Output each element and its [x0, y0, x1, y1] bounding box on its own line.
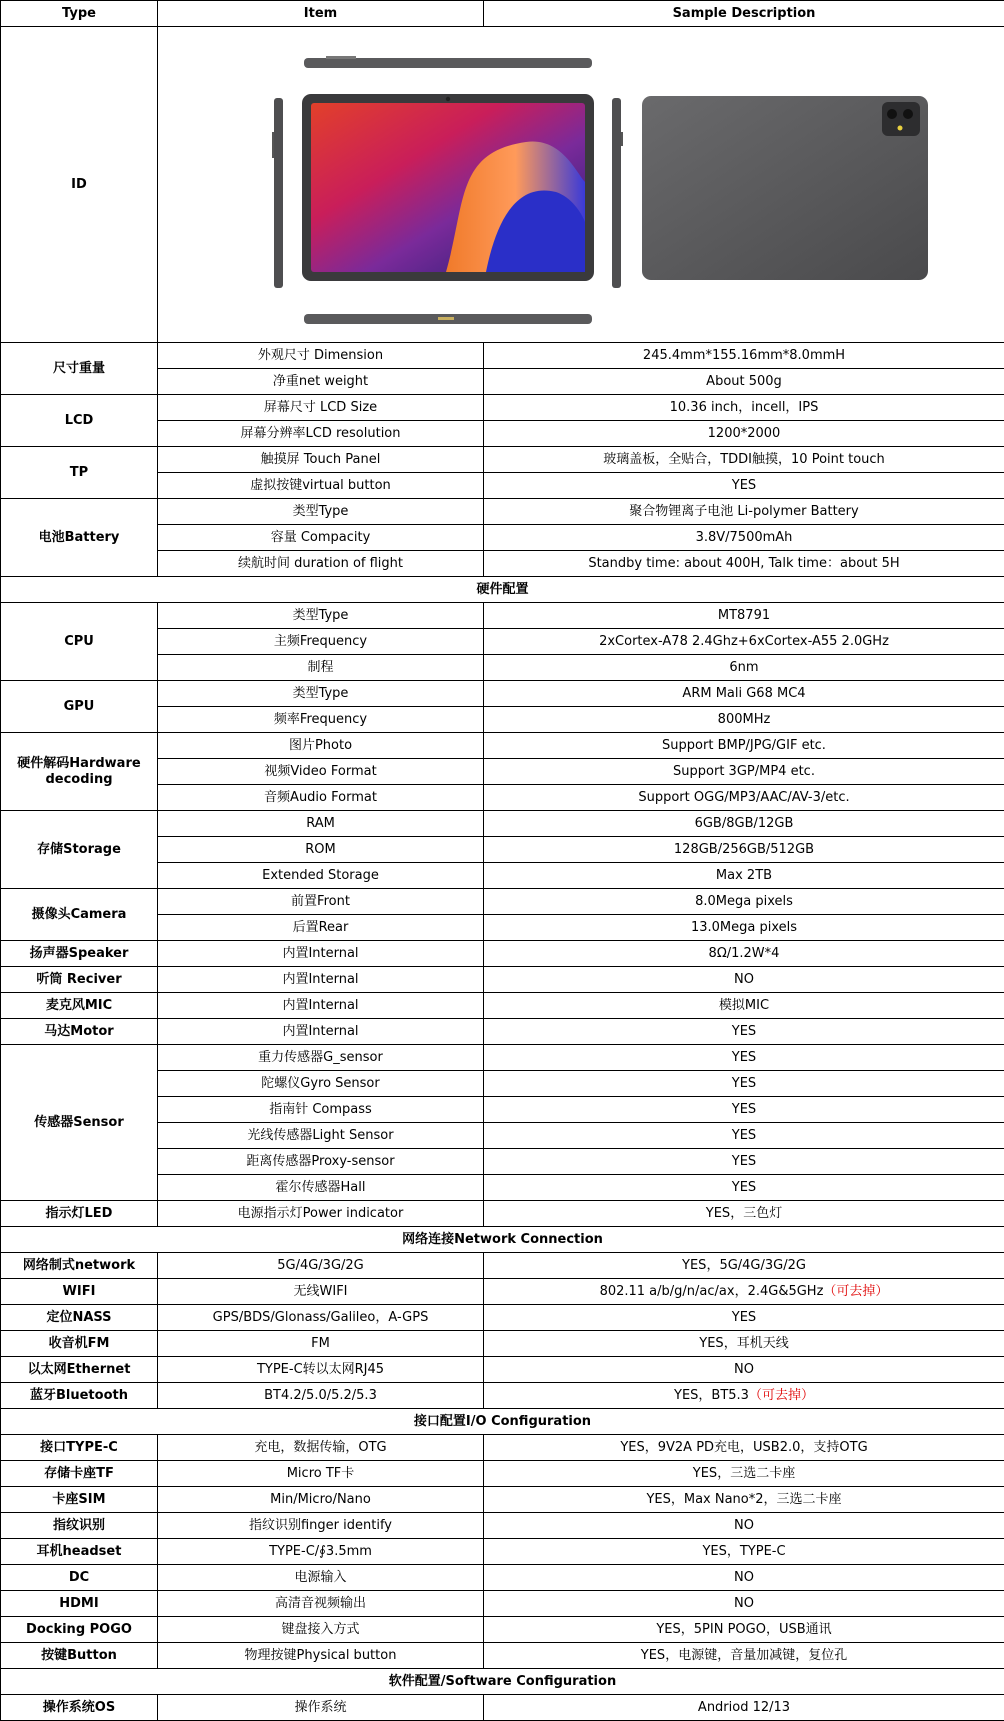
- spec-row: [1, 1435, 1004, 1461]
- item-cell: 容量 Compacity: [158, 525, 484, 551]
- description-cell: [484, 551, 1004, 577]
- item-cell: 外观尺寸 Dimension: [158, 343, 484, 369]
- description-cell: [484, 1201, 1004, 1227]
- spec-row: [1, 1279, 1004, 1305]
- description-text: NO: [734, 1518, 754, 1533]
- description-text: Max 2TB: [716, 868, 772, 883]
- description-cell: [484, 1331, 1004, 1357]
- item-cell: 物理按键Physical button: [158, 1643, 484, 1669]
- spec-row: [1, 1591, 1004, 1617]
- description-text: YES，9V2A PD充电，USB2.0，支持OTG: [620, 1440, 867, 1455]
- description-text: NO: [734, 1570, 754, 1585]
- description-cell: [484, 863, 1004, 889]
- item-cell: 指南针 Compass: [158, 1097, 484, 1123]
- item-cell: 电源输入: [158, 1565, 484, 1591]
- description-cell: [484, 473, 1004, 499]
- item-cell: 内置Internal: [158, 1019, 484, 1045]
- type-storage: 存储Storage: [1, 811, 158, 889]
- description-cell: [484, 837, 1004, 863]
- type-fm: 收音机FM: [1, 1331, 158, 1357]
- type-motor: 马达Motor: [1, 1019, 158, 1045]
- description-cell: [484, 1253, 1004, 1279]
- type-button: 按键Button: [1, 1643, 158, 1669]
- description-cell: [484, 1513, 1004, 1539]
- item-cell: Min/Micro/Nano: [158, 1487, 484, 1513]
- type-ethernet: 以太网Ethernet: [1, 1357, 158, 1383]
- spec-row: [1, 1461, 1004, 1487]
- description-text: 245.4mm*155.16mm*8.0mmH: [643, 348, 845, 363]
- type-wifi: WIFI: [1, 1279, 158, 1305]
- item-cell: 主频Frequency: [158, 629, 484, 655]
- type-cpu: CPU: [1, 603, 158, 681]
- item-cell: Micro TF卡: [158, 1461, 484, 1487]
- description-text: YES: [732, 1076, 756, 1091]
- tablet-product-image: [196, 32, 966, 332]
- description-text: YES: [732, 1050, 756, 1065]
- item-cell: 操作系统: [158, 1695, 484, 1721]
- description-cell: [484, 1097, 1004, 1123]
- section-title: 网络连接Network Connection: [1, 1227, 1004, 1253]
- description-cell: [484, 421, 1004, 447]
- spec-row: [1, 681, 1004, 707]
- spec-row: [1, 1045, 1004, 1071]
- type-sim: 卡座SIM: [1, 1487, 158, 1513]
- description-cell: [484, 707, 1004, 733]
- description-text: Standby time: about 400H, Talk time：about 5H: [588, 556, 899, 571]
- description-text: NO: [734, 1362, 754, 1377]
- description-cell: [484, 1487, 1004, 1513]
- item-cell: 内置Internal: [158, 941, 484, 967]
- description-cell: [484, 681, 1004, 707]
- description-text: 8Ω/1.2W*4: [709, 946, 780, 961]
- description-cell: [484, 369, 1004, 395]
- item-cell: 后置Rear: [158, 915, 484, 941]
- item-cell: 距离传感器Proxy-sensor: [158, 1149, 484, 1175]
- description-text: YES，TYPE-C: [702, 1544, 785, 1559]
- description-cell: [484, 1019, 1004, 1045]
- item-cell: GPS/BDS/Glonass/Galileo，A-GPS: [158, 1305, 484, 1331]
- item-cell: 屏幕尺寸 LCD Size: [158, 395, 484, 421]
- item-cell: 指纹识别finger identify: [158, 1513, 484, 1539]
- description-text: YES，三色灯: [706, 1206, 782, 1221]
- header-row: [1, 1, 1004, 27]
- item-cell: TYPE-C转以太网RJ45: [158, 1357, 484, 1383]
- id-label: ID: [1, 27, 158, 343]
- spec-row: [1, 343, 1004, 369]
- description-text: YES，耳机天线: [699, 1336, 788, 1351]
- description-text: YES，三选二卡座: [693, 1466, 795, 1481]
- description-cell: [484, 525, 1004, 551]
- item-cell: 内置Internal: [158, 993, 484, 1019]
- item-cell: 内置Internal: [158, 967, 484, 993]
- spec-row: [1, 1019, 1004, 1045]
- description-cell: [484, 1539, 1004, 1565]
- type-network: 网络制式network: [1, 1253, 158, 1279]
- description-text: 玻璃盖板，全贴合，TDDI触摸，10 Point touch: [603, 452, 885, 467]
- type-docking-pogo: Docking POGO: [1, 1617, 158, 1643]
- description-cell: [484, 655, 1004, 681]
- type-led: 指示灯LED: [1, 1201, 158, 1227]
- type-camera: 摄像头Camera: [1, 889, 158, 941]
- item-cell: 类型Type: [158, 681, 484, 707]
- item-cell: FM: [158, 1331, 484, 1357]
- type-tf: 存储卡座TF: [1, 1461, 158, 1487]
- type-headset: 耳机headset: [1, 1539, 158, 1565]
- item-cell: RAM: [158, 811, 484, 837]
- item-cell: 类型Type: [158, 603, 484, 629]
- description-text: About 500g: [706, 374, 782, 389]
- item-cell: 类型Type: [158, 499, 484, 525]
- description-text: YES，BT5.3: [674, 1388, 749, 1403]
- description-text: YES: [732, 1180, 756, 1195]
- description-text: Andriod 12/13: [698, 1700, 790, 1715]
- description-cell: [484, 1617, 1004, 1643]
- spec-row: [1, 889, 1004, 915]
- item-cell: BT4.2/5.0/5.2/5.3: [158, 1383, 484, 1409]
- description-cell: [484, 1565, 1004, 1591]
- removable-note: （可去掉）: [749, 1388, 814, 1403]
- type-nass: 定位NASS: [1, 1305, 158, 1331]
- spec-row: [1, 1643, 1004, 1669]
- description-cell: [484, 1591, 1004, 1617]
- description-text: 10.36 inch，incell，IPS: [670, 400, 819, 415]
- type-reciver: 听筒 Reciver: [1, 967, 158, 993]
- spec-row: [1, 1331, 1004, 1357]
- description-text: ARM Mali G68 MC4: [682, 686, 805, 701]
- product-image-cell: [158, 27, 1004, 343]
- description-text: YES，5G/4G/3G/2G: [682, 1258, 806, 1273]
- section-row: [1, 1669, 1004, 1695]
- type-gpu: GPU: [1, 681, 158, 733]
- section-row: [1, 1227, 1004, 1253]
- type-lcd: LCD: [1, 395, 158, 447]
- spec-row: [1, 1253, 1004, 1279]
- item-cell: 光线传感器Light Sensor: [158, 1123, 484, 1149]
- description-cell: [484, 1305, 1004, 1331]
- description-cell: [484, 1045, 1004, 1071]
- item-cell: 键盘接入方式: [158, 1617, 484, 1643]
- description-cell: [484, 499, 1004, 525]
- item-cell: TYPE-C/∮3.5mm: [158, 1539, 484, 1565]
- description-cell: [484, 1643, 1004, 1669]
- spec-row: [1, 447, 1004, 473]
- spec-row: [1, 603, 1004, 629]
- spec-row: [1, 1513, 1004, 1539]
- spec-row: [1, 1201, 1004, 1227]
- description-text: 802.11 a/b/g/n/ac/ax，2.4G&5GHz: [600, 1284, 824, 1299]
- spec-row: [1, 1565, 1004, 1591]
- item-cell: 前置Front: [158, 889, 484, 915]
- type-group: 指纹识别: [1, 1513, 158, 1539]
- description-text: Support 3GP/MP4 etc.: [673, 764, 815, 779]
- description-cell: [484, 395, 1004, 421]
- description-cell: [484, 1695, 1004, 1721]
- spec-row: [1, 1487, 1004, 1513]
- description-text: YES: [732, 1024, 756, 1039]
- item-cell: 无线WIFI: [158, 1279, 484, 1305]
- item-cell: 5G/4G/3G/2G: [158, 1253, 484, 1279]
- item-cell: 图片Photo: [158, 733, 484, 759]
- description-text: 1200*2000: [708, 426, 781, 441]
- type-os: 操作系统OS: [1, 1695, 158, 1721]
- spec-row: [1, 1305, 1004, 1331]
- description-cell: [484, 343, 1004, 369]
- description-text: YES: [732, 1154, 756, 1169]
- description-text: YES，电源键，音量加减键，复位孔: [641, 1648, 847, 1663]
- spec-table-body: [1, 1, 1004, 1721]
- description-cell: [484, 889, 1004, 915]
- header-item: Item: [158, 1, 484, 27]
- description-cell: [484, 1461, 1004, 1487]
- spec-row: [1, 499, 1004, 525]
- type-sensor: 传感器Sensor: [1, 1045, 158, 1201]
- item-cell: ROM: [158, 837, 484, 863]
- item-cell: 触摸屏 Touch Panel: [158, 447, 484, 473]
- description-cell: [484, 941, 1004, 967]
- description-cell: [484, 785, 1004, 811]
- type-speaker: 扬声器Speaker: [1, 941, 158, 967]
- section-title: 硬件配置: [1, 577, 1004, 603]
- description-text: YES: [732, 1102, 756, 1117]
- header-description: Sample Description: [484, 1, 1004, 27]
- section-row: [1, 1409, 1004, 1435]
- description-text: 聚合物锂离子电池 Li-polymer Battery: [629, 504, 858, 519]
- description-cell: [484, 993, 1004, 1019]
- item-cell: 频率Frequency: [158, 707, 484, 733]
- description-cell: [484, 1149, 1004, 1175]
- item-cell: 霍尔传感器Hall: [158, 1175, 484, 1201]
- type-tp: TP: [1, 447, 158, 499]
- description-cell: [484, 915, 1004, 941]
- description-text: 128GB/256GB/512GB: [674, 842, 814, 857]
- item-cell: 陀螺仪Gyro Sensor: [158, 1071, 484, 1097]
- description-cell: [484, 967, 1004, 993]
- item-cell: 净重net weight: [158, 369, 484, 395]
- description-text: MT8791: [718, 608, 770, 623]
- description-cell: [484, 733, 1004, 759]
- spec-row: [1, 733, 1004, 759]
- type-type-c: 接口TYPE-C: [1, 1435, 158, 1461]
- description-cell: [484, 1071, 1004, 1097]
- item-cell: 充电，数据传输，OTG: [158, 1435, 484, 1461]
- description-text: 800MHz: [718, 712, 771, 727]
- description-cell: [484, 603, 1004, 629]
- id-row: [1, 27, 1004, 343]
- section-row: [1, 577, 1004, 603]
- section-title: 接口配置I/O Configuration: [1, 1409, 1004, 1435]
- type-bluetooth: 蓝牙Bluetooth: [1, 1383, 158, 1409]
- description-text: Support BMP/JPG/GIF etc.: [662, 738, 826, 753]
- description-cell: [484, 811, 1004, 837]
- spec-row: [1, 967, 1004, 993]
- description-cell: [484, 1175, 1004, 1201]
- spec-row: [1, 395, 1004, 421]
- item-cell: 视频Video Format: [158, 759, 484, 785]
- description-text: YES: [732, 1128, 756, 1143]
- spec-row: [1, 1695, 1004, 1721]
- item-cell: 虚拟按键virtual button: [158, 473, 484, 499]
- item-cell: Extended Storage: [158, 863, 484, 889]
- type-group: 尺寸重量: [1, 343, 158, 395]
- spec-row: [1, 811, 1004, 837]
- item-cell: 续航时间 duration of flight: [158, 551, 484, 577]
- spec-row: [1, 1539, 1004, 1565]
- description-text: Support OGG/MP3/AAC/AV-3/etc.: [638, 790, 849, 805]
- item-cell: 音频Audio Format: [158, 785, 484, 811]
- spec-row: [1, 1383, 1004, 1409]
- header-type: Type: [1, 1, 158, 27]
- item-cell: 制程: [158, 655, 484, 681]
- type-mic: 麦克风MIC: [1, 993, 158, 1019]
- description-text: NO: [734, 972, 754, 987]
- description-text: YES，Max Nano*2，三选二卡座: [646, 1492, 841, 1507]
- description-text: YES: [732, 1310, 756, 1325]
- description-text: YES: [732, 478, 756, 493]
- removable-note: （可去掉）: [823, 1284, 888, 1299]
- description-text: 13.0Mega pixels: [691, 920, 797, 935]
- spec-row: [1, 1357, 1004, 1383]
- description-text: 2xCortex-A78 2.4Ghz+6xCortex-A55 2.0GHz: [599, 634, 889, 649]
- description-text: 6GB/8GB/12GB: [695, 816, 794, 831]
- description-text: 3.8V/7500mAh: [696, 530, 793, 545]
- type-battery: 电池Battery: [1, 499, 158, 577]
- type-hardware-decoding: 硬件解码Hardware decoding: [1, 733, 158, 811]
- description-cell: [484, 629, 1004, 655]
- description-cell: [484, 1123, 1004, 1149]
- item-cell: 电源指示灯Power indicator: [158, 1201, 484, 1227]
- description-cell: [484, 447, 1004, 473]
- item-cell: 屏幕分辨率LCD resolution: [158, 421, 484, 447]
- spec-row: [1, 1617, 1004, 1643]
- description-cell: [484, 1383, 1004, 1409]
- description-text: NO: [734, 1596, 754, 1611]
- item-cell: 高清音视频输出: [158, 1591, 484, 1617]
- type-dc: DC: [1, 1565, 158, 1591]
- type-hdmi: HDMI: [1, 1591, 158, 1617]
- description-text: 模拟MIC: [719, 998, 769, 1013]
- section-title: 软件配置/Software Configuration: [1, 1669, 1004, 1695]
- description-cell: [484, 1357, 1004, 1383]
- description-text: 6nm: [729, 660, 758, 675]
- description-cell: [484, 759, 1004, 785]
- spec-row: [1, 993, 1004, 1019]
- spec-row: [1, 941, 1004, 967]
- description-text: 8.0Mega pixels: [695, 894, 793, 909]
- description-cell: [484, 1435, 1004, 1461]
- description-cell: [484, 1279, 1004, 1305]
- description-text: YES，5PIN POGO，USB通讯: [656, 1622, 831, 1637]
- item-cell: 重力传感器G_sensor: [158, 1045, 484, 1071]
